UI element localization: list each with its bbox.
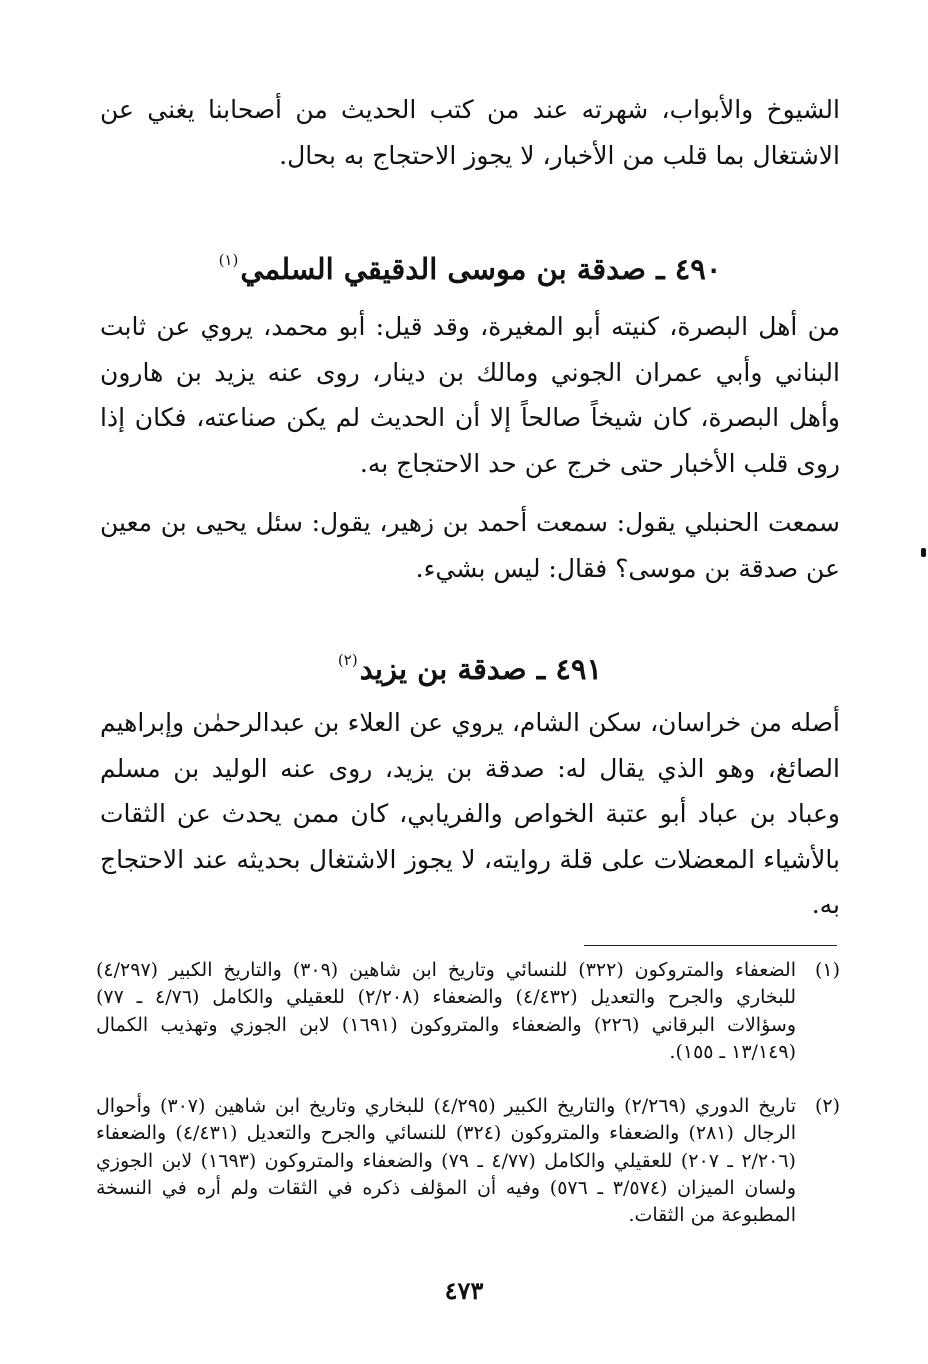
footnote-2 [96, 1093, 840, 1229]
entry-heading-491 [100, 640, 840, 689]
entry-title: ٤٩٠ ـ صدقة بن موسى الدقيقي السلمي [240, 252, 722, 286]
entry-heading-490 [100, 240, 840, 289]
entry-490-paragraph-2: سمعت الحنبلي يقول: سمعت أحمد بن زهير، يقول: سئل يحيى بن معين عن صدقة بن موسى؟ فقال: ليس بشيء. [100, 508, 840, 583]
footnote-text: الضعفاء والمتروكون (٣٢٢) للنسائي وتاريخ ابن شاهين (٣٠٩) والتاريخ الكبير (٤/٢٩٧) للبخاري والجرح والتعديل (٤/٤٣٢) والضعفاء (٢/٢٠٨) للعقيلي والكامل (٤/٧٦ ـ ٧٧) وسؤالات البرقاني (٢٢٦) والضعفاء والمتروكون (١٦٩١) لابن الجوزي وتهذيب الكمال (١٣/١٤٩ ـ ١٥٥). [96, 959, 797, 1063]
scan-mark [921, 548, 926, 557]
footnote-number: (١) [814, 959, 840, 981]
page-number: ٤٧٣ [444, 1276, 484, 1305]
entry-title: ٤٩١ ـ صدقة بن يزيد [359, 652, 603, 686]
footnote-ref-1: (١) [218, 251, 239, 269]
entry-491-paragraph-1: أصله من خراسان، سكن الشام، يروي عن العلاء بن عبدالرحمٰن وإبراهيم الصائغ، وهو الذي يقال له: صدقة بن يزيد، روى عنه الوليد بن مسلم وعباد بن عباد أبو عتبة الخواص والفريابي، كان ممن يحدث عن الثقات بالأشياء المعضلات على قلة روايته، لا يجوز الاشتغال بحديثه عند الاحتجاج به. [100, 708, 840, 919]
footnote-number: (٢) [814, 1095, 840, 1117]
footnote-1 [96, 957, 840, 1066]
footnote-separator [584, 945, 837, 946]
intro-paragraph: الشيوخ والأبواب، شهرته عند من كتب الحديث من أصحابنا يغني عن الاشتغال بما قلب من الأخبار، لا يجوز الاحتجاج به بحال. [100, 95, 840, 170]
footnote-ref-2: (٢) [337, 651, 358, 669]
entry-490-paragraph-1: من أهل البصرة، كنيته أبو المغيرة، وقد قيل: أبو محمد، يروي عن ثابت البناني وأبي عمران الجوني ومالك بن دينار، روى عنه يزيد بن هارون وأهل البصرة، كان شيخاً صالحاً إلا أن الحديث لم يكن صناعته، فكان إذا روى قلب الأخبار حتى خرج عن حد الاحتجاج به. [100, 312, 840, 478]
footnote-text: تاريخ الدوري (٢/٢٦٩) والتاريخ الكبير (٤/٢٩٥) للبخاري وتاريخ ابن شاهين (٣٠٧) وأحوال الرجال (٢٨١) والضعفاء والمتروكون (٣٢٤) للنسائي والجرح والتعديل (٤/٤٣١) والضعفاء (٢/٢٠٦ ـ ٢٠٧) للعقيلي والكامل (٤/٧٧ ـ ٧٩) والضعفاء والمتروكون (١٦٩٣) لابن الجوزي ولسان الميزان (٣/٥٧٤ ـ ٥٧٦) وفيه أن المؤلف ذكره في الثقات ولم أره في النسخة المطبوعة من الثقات. [96, 1095, 797, 1227]
